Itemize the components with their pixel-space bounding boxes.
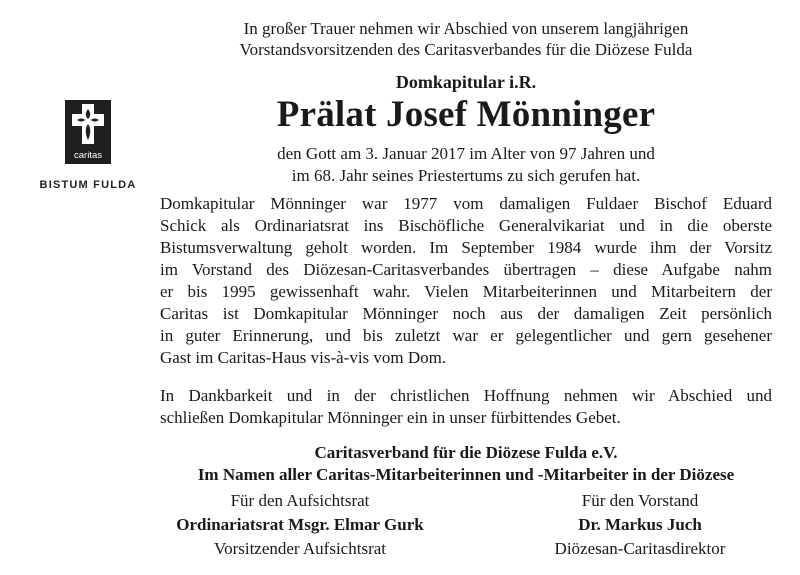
deceased-title: Domkapitular i.R.: [395, 72, 537, 92]
death-notice: [160, 143, 772, 187]
biography-paragraph: [160, 193, 772, 369]
signer-role: Für den Aufsichtsrat: [230, 491, 370, 510]
signer-title: Vorsitzender Aufsichtsrat: [213, 539, 386, 558]
paragraph-line: Schick als Ordinariatsrat ins Bischöfliche Generalvikariat und in die oberste: [160, 216, 772, 235]
signer-title: Diözesan-Caritasdirektor: [554, 539, 726, 558]
signature-organization: [160, 442, 772, 486]
paragraph-line: in guter Erinnerung, und bis zuletzt war er gelegentlicher und gern gesehener: [160, 326, 772, 345]
paragraph-line: schließen Domkapitular Mönninger ein in unser fürbittendes Gebet.: [160, 408, 621, 427]
paragraph-line: Bistumsverwaltung geholt worden. Im September 1984 wurde ihm der Vorsitz: [160, 238, 772, 257]
death-line: den Gott am 3. Januar 2017 im Alter von 97 Jahren und: [277, 144, 655, 163]
signer-role: Für den Vorstand: [581, 491, 699, 510]
paragraph-line: Domkapitular Mönninger war 1977 vom damaligen Fuldaer Bischof Eduard: [160, 194, 772, 213]
organization-name: Caritasverband für die Diözese Fulda e.V.: [314, 443, 618, 462]
bistum-fulda-label: BISTUM FULDA: [39, 179, 137, 191]
signer-name: Ordinariatsrat Msgr. Elmar Gurk: [176, 515, 424, 534]
caritas-wordmark: caritas: [74, 150, 102, 161]
paragraph-line: er bis 1995 gewissenhaft wahr. Vielen Mitarbeiterinnen und Mitarbeitern der: [160, 282, 772, 301]
signature-board: [490, 489, 790, 561]
caritas-flame-cross-icon: [65, 100, 111, 164]
paragraph-line: Gast im Caritas-Haus vis-à-vis vom Dom.: [160, 348, 447, 367]
paragraph-line: Caritas ist Domkapitular Mönninger noch aus der damaligen Zeit persönlich: [160, 304, 772, 323]
on-behalf-line: Im Namen aller Caritas-Mitarbeiterinnen und -Mitarbeiter in der Diözese: [197, 465, 735, 484]
signer-name: Dr. Markus Juch: [578, 515, 702, 534]
intro-line: In großer Trauer nehmen wir Abschied von unserem langjährigen: [243, 19, 689, 38]
paragraph-line: In Dankbarkeit und in der christlichen Hoffnung nehmen wir Abschied und: [160, 386, 772, 405]
paragraph-line: im Vorstand des Diözesan-Caritasverbandes übertragen – diese Aufgabe nahm: [160, 260, 772, 279]
intro-text: [160, 18, 772, 60]
death-line: im 68. Jahr seines Priestertums zu sich gerufen hat.: [291, 166, 641, 185]
intro-line: Vorstandsvorsitzenden des Caritasverbandes für die Diözese Fulda: [239, 40, 693, 59]
farewell-paragraph: [160, 385, 772, 429]
deceased-name: Prälat Josef Mönninger: [276, 94, 656, 135]
signature-supervisory-board: [150, 489, 450, 561]
